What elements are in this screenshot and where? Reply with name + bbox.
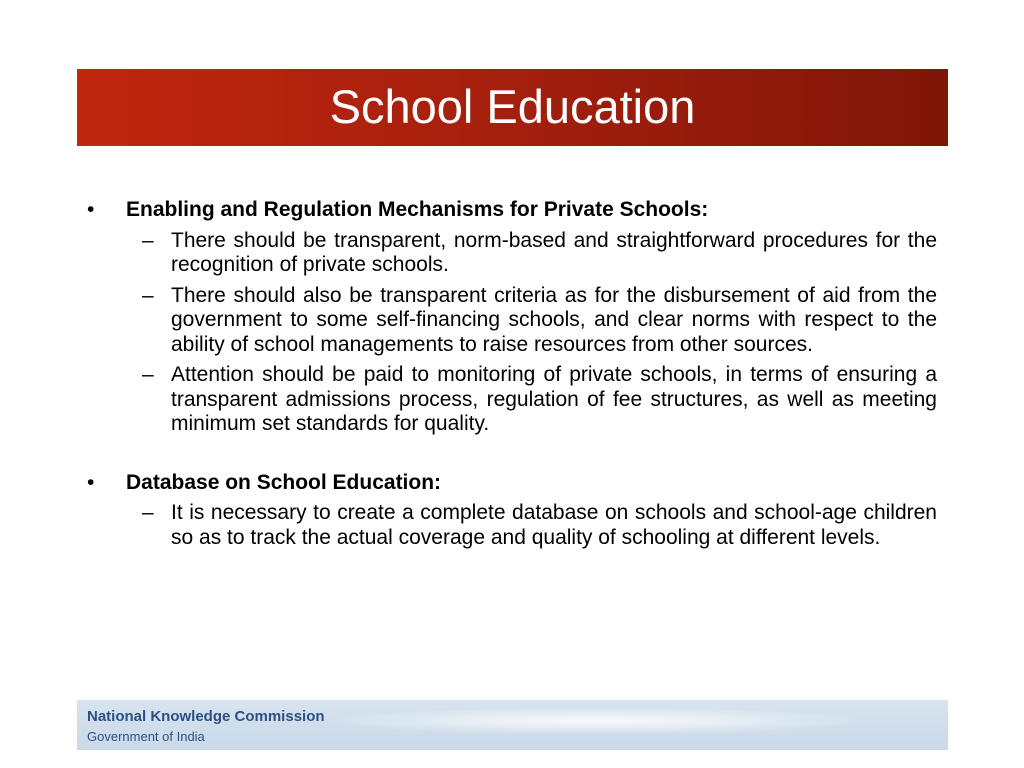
bullet-heading-row bbox=[87, 198, 937, 223]
footer-subtitle: Government of India bbox=[87, 729, 205, 744]
sub-bullet-list bbox=[142, 229, 937, 437]
section-private-schools bbox=[87, 198, 937, 437]
bullet-marker: • bbox=[87, 470, 95, 494]
dash-marker: – bbox=[142, 501, 154, 524]
sub-bullet-list bbox=[142, 501, 937, 550]
dash-marker: – bbox=[142, 228, 154, 252]
footer-band bbox=[77, 700, 948, 750]
sub-bullet-text: Attention should be paid to monitoring of private schools, in terms of ensuring a transparent admissions process, regulation of fee structures, as well as meeting minimum set standards for quality. bbox=[171, 363, 937, 435]
slide-content bbox=[87, 198, 937, 550]
dash-marker: – bbox=[142, 363, 154, 386]
footer-sheen-decoration bbox=[337, 708, 857, 734]
bullet-heading-row bbox=[87, 471, 937, 496]
title-bar bbox=[77, 69, 948, 146]
sub-bullet-text: There should also be transparent criteria as for the disbursement of aid from the government to some self-financing schools, and clear norms with respect to the ability of school managements to raise resources from other sources. bbox=[171, 283, 937, 356]
section-database bbox=[87, 471, 937, 551]
section-heading: Enabling and Regulation Mechanisms for Private Schools: bbox=[126, 198, 709, 221]
bullet-marker: • bbox=[87, 198, 95, 221]
dash-marker: – bbox=[142, 283, 154, 307]
sub-bullet-item bbox=[142, 229, 937, 278]
sub-bullet-item bbox=[142, 284, 937, 358]
section-heading: Database on School Education: bbox=[126, 470, 442, 494]
sub-bullet-text: There should be transparent, norm-based and straightforward procedures for the recognition of private schools. bbox=[171, 228, 937, 276]
sub-bullet-item bbox=[142, 363, 937, 437]
sub-bullet-text: It is necessary to create a complete database on schools and school-age children so as to track the actual coverage and quality of schooling at different levels. bbox=[171, 501, 937, 549]
sub-bullet-item bbox=[142, 501, 937, 550]
footer-organization: National Knowledge Commission bbox=[87, 708, 325, 725]
slide-title: School Education bbox=[329, 80, 696, 133]
